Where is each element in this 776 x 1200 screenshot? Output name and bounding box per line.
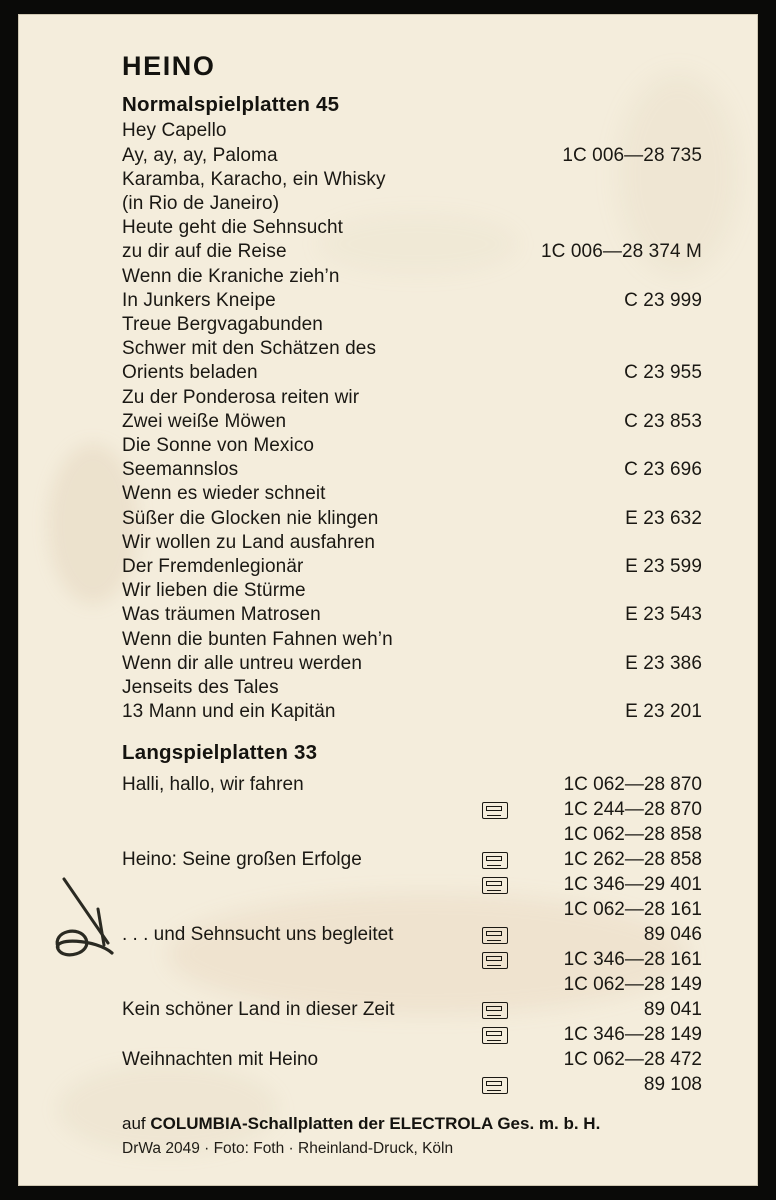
track-title: In Junkers Kneipe	[122, 289, 276, 311]
track-title: Zwei weiße Möwen	[122, 410, 287, 432]
lp-catalog-number: 1C 062—28 149	[563, 974, 702, 996]
catalog-number: E 23 543	[625, 604, 702, 626]
single-entry-row	[122, 434, 702, 482]
lp-title	[122, 947, 474, 972]
single-titles	[122, 265, 492, 313]
catalog-number: C 23 955	[624, 362, 702, 384]
cassette-icon	[474, 1022, 516, 1047]
single-entry-row	[122, 676, 702, 724]
lp-entry-row	[122, 822, 702, 847]
single-titles	[122, 168, 492, 265]
lp-entry-row	[122, 897, 702, 922]
lp-catalog-number: 1C 346—28 149	[563, 1024, 702, 1046]
lp-heading: Langspielplatten 33	[122, 741, 318, 765]
lp-catalog-number: 1C 346—29 401	[563, 874, 702, 896]
lp-table	[122, 772, 702, 1097]
single-titles	[122, 434, 492, 482]
lp-title	[122, 872, 474, 897]
catalog-number: C 23 999	[624, 289, 702, 311]
single-titles	[122, 628, 492, 676]
cassette-icon	[482, 852, 508, 869]
single-titles	[122, 482, 492, 530]
singles-table	[122, 119, 702, 724]
artist-name: HEINO	[122, 51, 216, 81]
track-title: 13 Mann und ein Kapitän	[122, 701, 336, 723]
track-title: Süßer die Glocken nie klingen	[122, 507, 379, 529]
track-title: Karamba, Karacho, ein Whisky	[122, 168, 386, 190]
lp-catalog-number: 1C 062—28 472	[563, 1049, 702, 1071]
lp-catalog-number: 1C 062—28 858	[563, 824, 702, 846]
paper-card	[18, 14, 758, 1186]
cassette-icon	[482, 1027, 508, 1044]
catalog-number: C 23 853	[624, 410, 702, 432]
columbia-brand: COLUMBIA	[150, 1114, 242, 1134]
track-title: Jenseits des Tales	[122, 676, 279, 698]
track-title: Die Sonne von Mexico	[122, 434, 315, 456]
lp-catalog-number: 89 041	[643, 999, 702, 1021]
lp-entry-row	[122, 772, 702, 797]
single-entry-row	[122, 628, 702, 676]
single-titles	[122, 579, 492, 627]
cassette-icon	[482, 877, 508, 894]
cassette-icon	[474, 997, 516, 1022]
single-entry-row	[122, 313, 702, 386]
lp-catalog-number: 89 108	[643, 1074, 702, 1096]
lp-catalog-number: 1C 062—28 870	[563, 774, 702, 796]
lp-title	[122, 1022, 474, 1047]
cassette-icon	[474, 797, 516, 822]
lp-title	[122, 1072, 474, 1097]
catalog-number: E 23 386	[625, 652, 702, 674]
lp-title: Heino: Seine großen Erfolge	[122, 849, 362, 871]
format-icon-empty	[474, 972, 516, 997]
footer	[122, 1113, 702, 1159]
single-titles	[122, 313, 492, 386]
cassette-icon	[474, 947, 516, 972]
track-title: Wenn die bunten Fahnen weh’n	[122, 628, 393, 650]
cassette-icon	[474, 1072, 516, 1097]
track-title: Hey Capello	[122, 120, 227, 142]
cassette-icon	[482, 1077, 508, 1094]
track-title: Wenn die Kraniche zieh’n	[122, 265, 340, 287]
track-title: Was träumen Matrosen	[122, 604, 321, 626]
track-title: Ay, ay, ay, Paloma	[122, 144, 278, 166]
lp-entry-row	[122, 847, 702, 872]
lp-title	[122, 972, 474, 997]
catalog-number: 1C 006—28 374 M	[541, 241, 702, 263]
cassette-icon	[474, 872, 516, 897]
single-titles	[122, 119, 492, 167]
lp-catalog-number: 1C 244—28 870	[563, 799, 702, 821]
format-icon-empty	[474, 822, 516, 847]
track-title: Wenn es wieder schneit	[122, 483, 326, 505]
lp-title	[122, 897, 474, 922]
card-content	[122, 52, 702, 1159]
catalog-number: E 23 632	[625, 507, 702, 529]
singles-heading: Normalspielplatten 45	[122, 92, 340, 116]
format-icon-empty	[474, 772, 516, 797]
cassette-icon	[482, 802, 508, 819]
lp-entry-row	[122, 972, 702, 997]
track-title: Seemannslos	[122, 459, 239, 481]
track-title: Wir lieben die Stürme	[122, 580, 306, 602]
track-title: zu dir auf die Reise	[122, 241, 287, 263]
lp-entry-row	[122, 997, 702, 1022]
track-title: Der Fremdenlegionär	[122, 555, 304, 577]
single-titles	[122, 531, 492, 579]
catalog-number: E 23 599	[625, 555, 702, 577]
cassette-icon	[482, 927, 508, 944]
lp-entry-row	[122, 947, 702, 972]
lp-title: . . . und Sehnsucht uns begleitet	[122, 924, 394, 946]
single-titles	[122, 386, 492, 434]
track-title: Schwer mit den Schätzen des	[122, 338, 377, 360]
lp-entry-row	[122, 872, 702, 897]
single-titles	[122, 676, 492, 724]
format-icon-empty	[474, 897, 516, 922]
footer-text-post: Ges. m. b. H.	[492, 1114, 601, 1134]
lp-catalog-number: 89 046	[643, 924, 702, 946]
lp-title: Weihnachten mit Heino	[122, 1049, 319, 1071]
track-title: Wir wollen zu Land ausfahren	[122, 531, 376, 553]
lp-title	[122, 797, 474, 822]
track-title: Treue Bergvagabunden	[122, 313, 323, 335]
lp-table-body	[122, 772, 702, 1097]
format-icon-empty	[474, 1047, 516, 1072]
track-title: Wenn dir alle untreu werden	[122, 652, 362, 674]
catalog-number: 1C 006—28 735	[562, 144, 702, 166]
cassette-icon	[474, 922, 516, 947]
cassette-icon	[474, 847, 516, 872]
track-title: Orients beladen	[122, 362, 258, 384]
singles-table-body	[122, 119, 702, 724]
footer-text-pre: auf	[122, 1114, 151, 1134]
label-credit-line	[122, 1113, 702, 1135]
single-entry-row	[122, 265, 702, 313]
cassette-icon	[482, 1002, 508, 1019]
track-title: Zu der Ponderosa reiten wir	[122, 386, 360, 408]
single-entry-row	[122, 579, 702, 627]
catalog-number: E 23 201	[625, 701, 702, 723]
track-title: (in Rio de Janeiro)	[122, 192, 280, 214]
single-entry-row	[122, 531, 702, 579]
lp-entry-row	[122, 797, 702, 822]
track-title: Heute geht die Sehnsucht	[122, 217, 344, 239]
single-entry-row	[122, 168, 702, 265]
lp-entry-row	[122, 1072, 702, 1097]
cassette-icon	[482, 952, 508, 969]
print-credit-line: DrWa 2049 · Foto: Foth · Rheinland-Druck, Köln	[122, 1140, 454, 1158]
lp-catalog-number: 1C 346—28 161	[563, 949, 702, 971]
electrola-brand: ELECTROLA	[389, 1114, 493, 1134]
lp-title: Halli, hallo, wir fahren	[122, 774, 304, 796]
lp-entry-row	[122, 922, 702, 947]
catalog-number: C 23 696	[624, 459, 702, 481]
lp-title	[122, 822, 474, 847]
single-entry-row	[122, 119, 702, 167]
lp-catalog-number: 1C 062—28 161	[563, 899, 702, 921]
single-entry-row	[122, 386, 702, 434]
lp-entry-row	[122, 1047, 702, 1072]
footer-text-mid: -Schallplatten der	[241, 1114, 390, 1134]
lp-catalog-number: 1C 262—28 858	[563, 849, 702, 871]
single-entry-row	[122, 482, 702, 530]
lp-title: Kein schöner Land in dieser Zeit	[122, 999, 395, 1021]
lp-entry-row	[122, 1022, 702, 1047]
